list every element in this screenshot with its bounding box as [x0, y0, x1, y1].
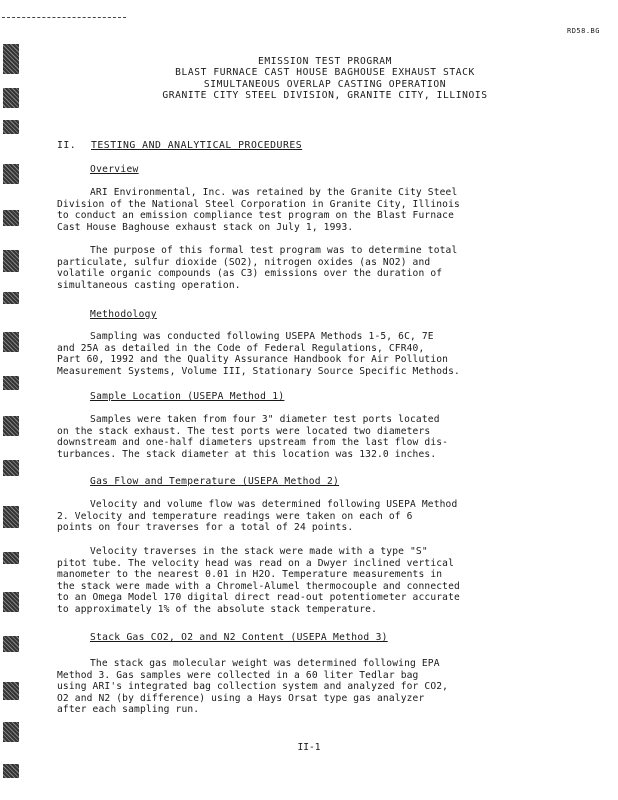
text-line: to an Omega Model 170 digital direct read-out potentiometer accurate [57, 592, 460, 604]
text-line: volatile organic compounds (as C3) emissions over the duration of [57, 268, 443, 280]
binding-mark [3, 682, 19, 700]
text-line: Cast House Baghouse exhaust stack on July 1, 1993. [57, 221, 354, 233]
binding-mark [3, 376, 19, 390]
overview-paragraph-2 [57, 245, 567, 291]
text-line: Division of the National Steel Corporation in Granite City, Illinois [57, 198, 460, 210]
sample-location-heading: Sample Location (USEPA Method 1) [90, 391, 285, 402]
binding-mark [3, 332, 19, 352]
gas-flow-paragraph-2 [57, 546, 567, 616]
text-line: particulate, sulfur dioxide (SO2), nitrogen oxides (as NO2) and [57, 256, 431, 268]
binding-mark [3, 120, 19, 134]
stack-gas-heading: Stack Gas CO2, O2 and N2 Content (USEPA Method 3) [90, 632, 388, 643]
header-operation: SIMULTANEOUS OVERLAP CASTING OPERATION [203, 78, 447, 90]
text-line: Samples were taken from four 3" diameter test ports located [90, 414, 440, 425]
text-line: Sampling was conducted following USEPA Methods 1-5, 6C, 7E [90, 331, 434, 342]
binding-mark [3, 416, 19, 436]
binding-mark [3, 722, 19, 742]
binding-mark [3, 506, 19, 528]
text-line: The purpose of this formal test program was to determine total [90, 245, 458, 256]
document-stamp: RD58.BG [566, 27, 600, 35]
section-number: II. [57, 140, 77, 151]
text-line: downstream and one-half diameters upstream from the last flow dis- [57, 437, 449, 449]
text-line: on the stack exhaust. The test ports were located two diameters [57, 425, 431, 437]
text-line: manometer to the nearest 0.01 in H2O. Temperature measurements in [57, 569, 443, 581]
binding-mark [3, 552, 19, 564]
binding-mark [3, 292, 19, 304]
binding-mark [3, 460, 19, 476]
stack-gas-paragraph [57, 658, 567, 716]
text-line: Measurement Systems, Volume III, Stationary Source Specific Methods. [57, 365, 460, 377]
text-line: using ARI's integrated bag collection system and analyzed for CO2, [57, 681, 449, 693]
binding-mark [3, 592, 19, 612]
sample-location-paragraph [57, 414, 567, 460]
methodology-heading: Methodology [90, 309, 157, 320]
text-line: and 25A as detailed in the Code of Federal Regulations, CFR40, [57, 342, 425, 354]
text-line: Velocity traverses in the stack were made with a type "S" [90, 546, 428, 557]
overview-paragraph-1 [57, 187, 567, 233]
binding-mark [3, 636, 19, 652]
header-title: EMISSION TEST PROGRAM [258, 56, 392, 67]
binding-mark [3, 88, 19, 108]
text-line: simultaneous casting operation. [57, 279, 241, 291]
text-line: ARI Environmental, Inc. was retained by the Granite City Steel [90, 187, 458, 198]
text-line: 2. Velocity and temperature readings were taken on each of 6 [57, 510, 413, 522]
binding-mark [3, 210, 19, 226]
header-location: GRANITE CITY STEEL DIVISION, GRANITE CITY, ILLINOIS [162, 90, 488, 102]
text-line: to conduct an emission compliance test program on the Blast Furnace [57, 210, 455, 222]
binding-mark [3, 764, 19, 778]
text-line: turbances. The stack diameter at this location was 132.0 inches. [57, 448, 437, 460]
document-header [90, 56, 560, 102]
gas-flow-heading: Gas Flow and Temperature (USEPA Method 2) [90, 476, 340, 487]
text-line: the stack were made with a Chromel-Alumel thermocouple and connected [57, 580, 460, 592]
header-subtitle: BLAST FURNACE CAST HOUSE BAGHOUSE EXHAUST STACK [175, 67, 475, 79]
text-line: Velocity and volume flow was determined following USEPA Method [90, 499, 458, 510]
section-title: TESTING AND ANALYTICAL PROCEDURES [91, 140, 303, 151]
overview-heading: Overview [90, 164, 139, 175]
binding-mark [3, 44, 19, 74]
binding-mark [3, 250, 19, 272]
text-line: to approximately 1% of the absolute stack temperature. [57, 603, 377, 615]
text-line: after each sampling run. [57, 704, 200, 716]
binding-edge [0, 0, 26, 800]
text-line: O2 and N2 (by difference) using a Hays Orsat type gas analyzer [57, 692, 425, 704]
gas-flow-paragraph-1 [57, 499, 567, 534]
text-line: points on four traverses for a total of 24 points. [57, 522, 354, 534]
text-line: pitot tube. The velocity head was read on a Dwyer inclined vertical [57, 557, 455, 569]
methodology-paragraph [57, 331, 567, 377]
section-heading [57, 140, 302, 151]
text-line: Method 3. Gas samples were collected in a 60 liter Tedlar bag [57, 669, 419, 681]
binding-mark [3, 164, 19, 184]
text-line: Part 60, 1992 and the Quality Assurance Handbook for Air Pollution [57, 354, 449, 366]
page-number: II-1 [297, 742, 321, 753]
text-line: The stack gas molecular weight was determined following EPA [90, 658, 440, 669]
